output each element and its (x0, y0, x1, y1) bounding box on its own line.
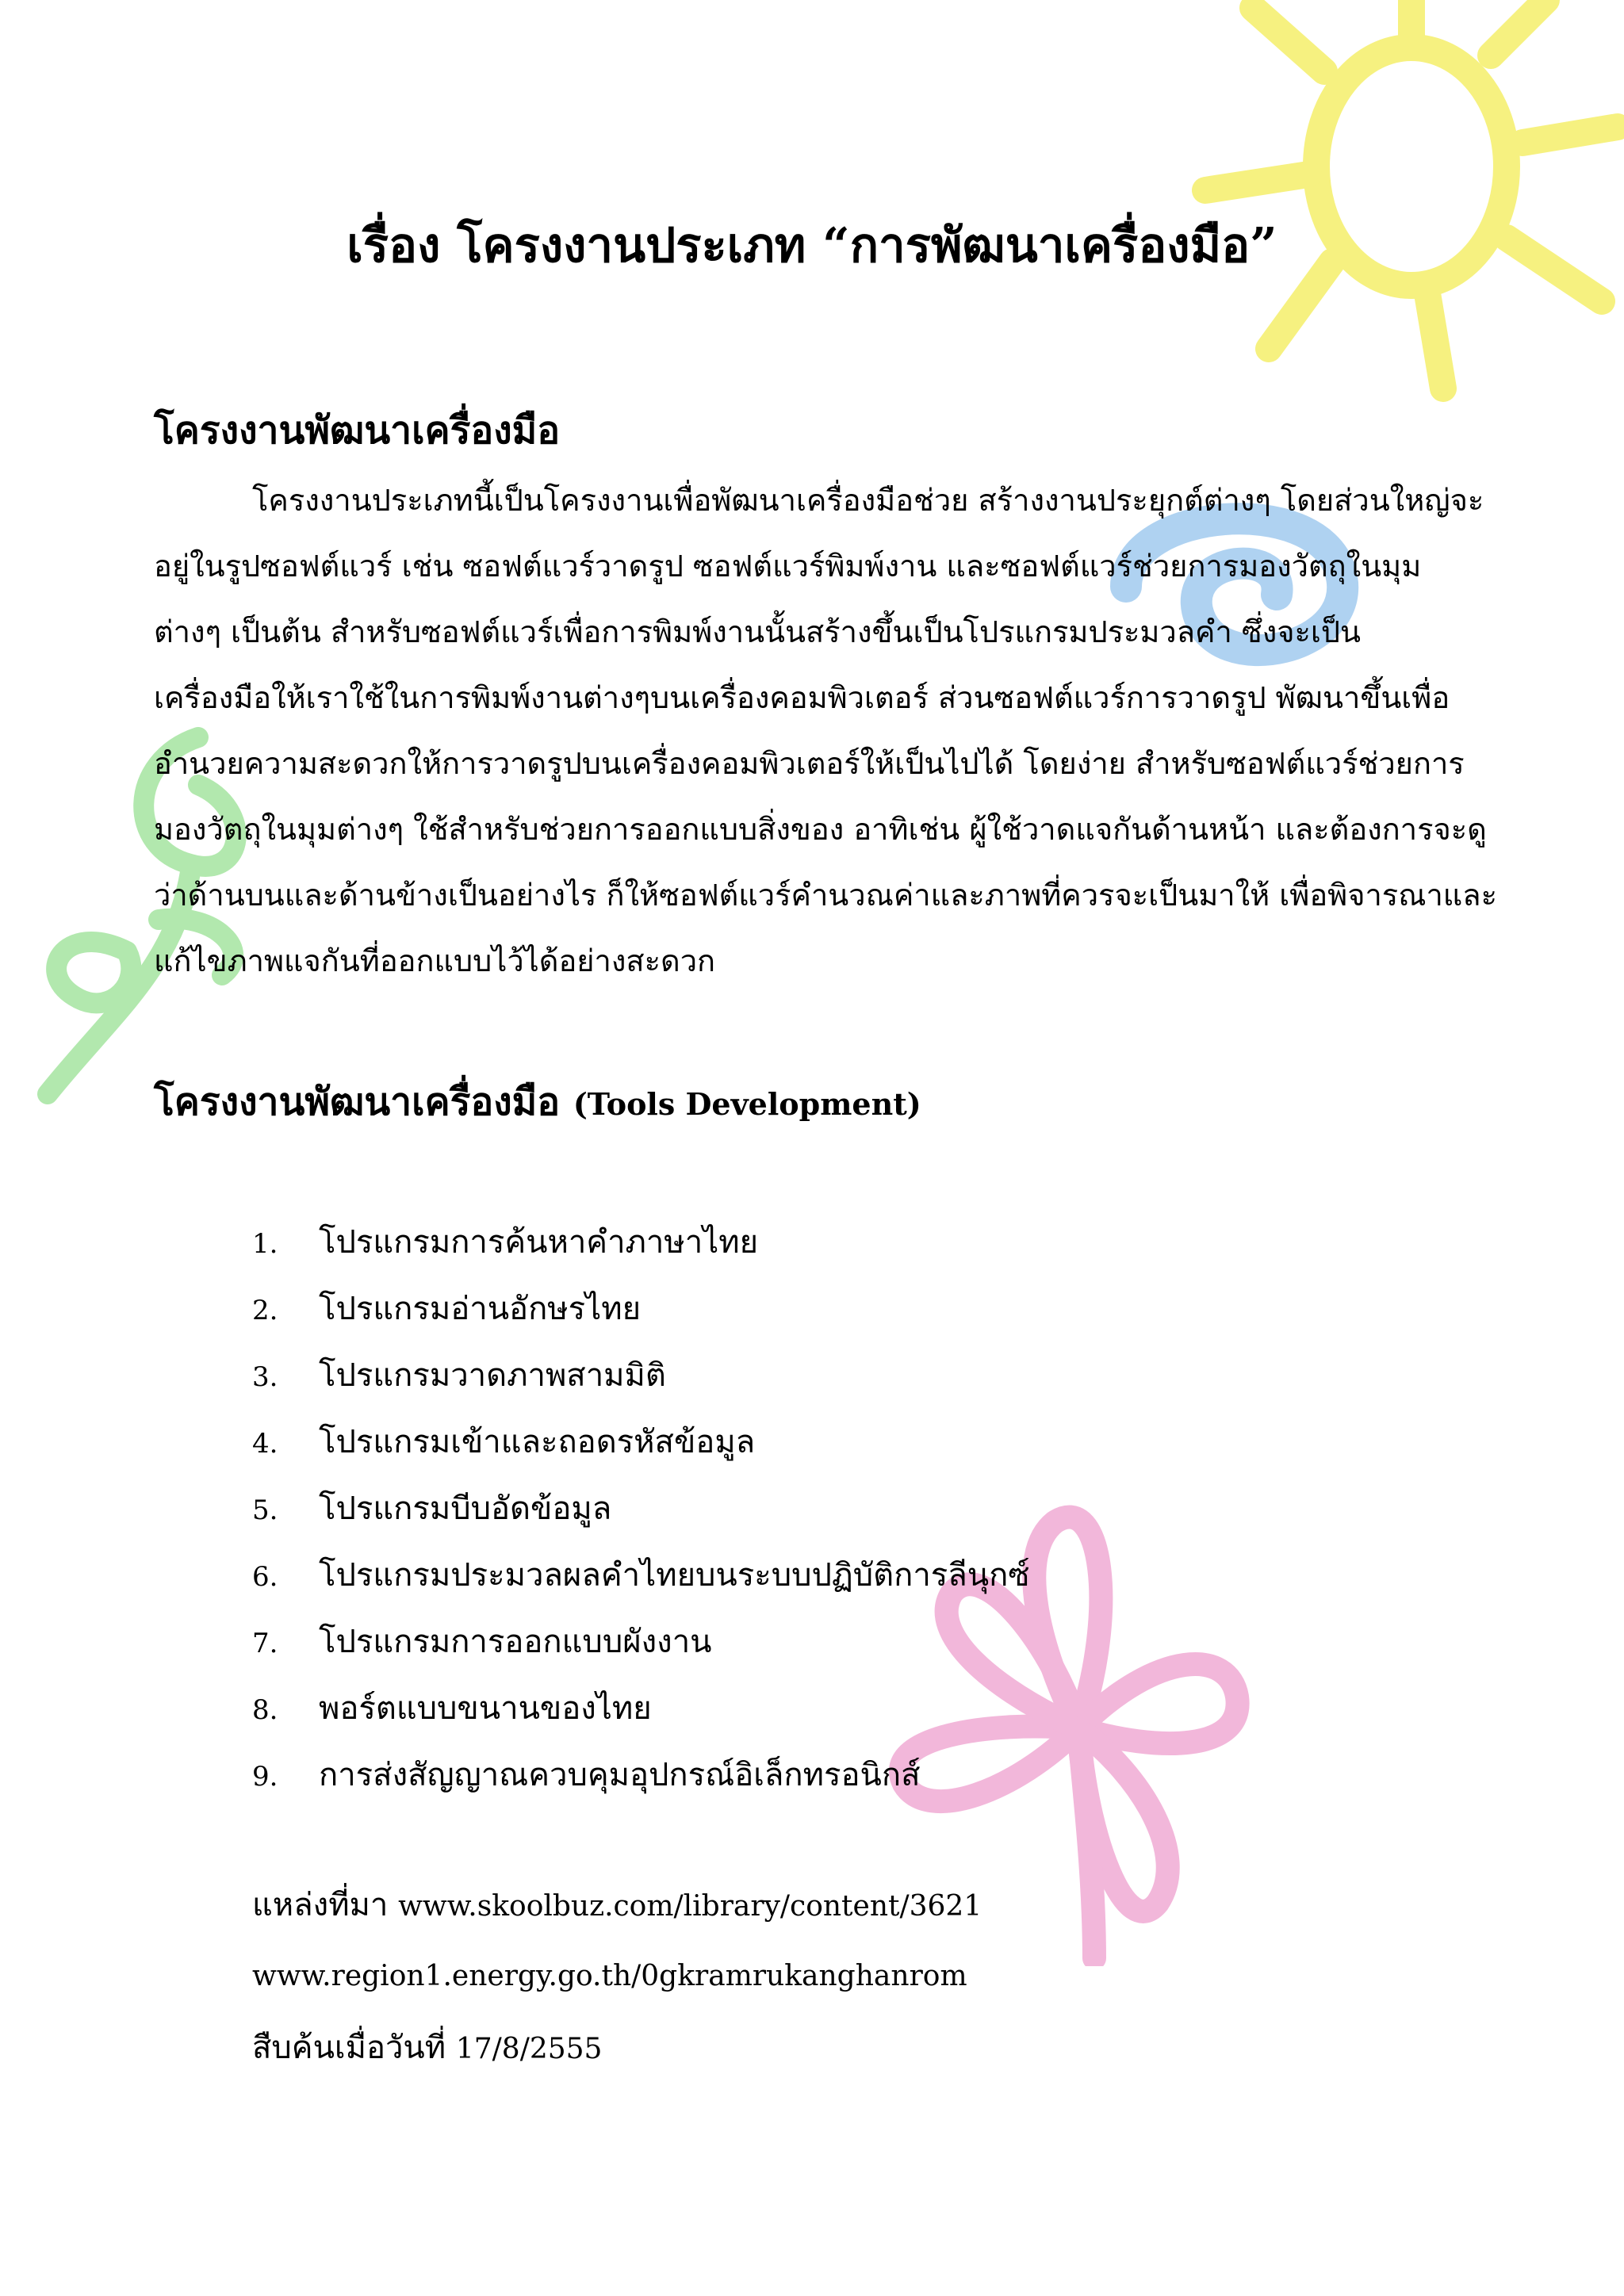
source-url-2: www.region1.energy.go.th/0gkramrukanghanrom (252, 1960, 967, 1992)
source-line-2 (252, 1957, 967, 1993)
body-line-3: ต่างๆ เป็นต้น สำหรับซอฟต์แวร์เพื่อการพิมพ์งานนั้นสร้างขึ้นเป็นโปรแกรมประมวลคำ ซึ่งจะเป็น (154, 614, 1362, 649)
tool-list-item (252, 1749, 921, 1800)
tool-list-number: 4. (252, 1428, 278, 1460)
body-line-5: อำนวยความสะดวกให้การวาดรูปบนเครื่องคอมพิวเตอร์ให้เป็นไปได้ โดยง่าย สำหรับซอฟต์แวร์ช่วยการ (154, 746, 1465, 781)
source-date-label: สืบค้นเมื่อวันที่ (252, 2030, 446, 2066)
tool-list-item (252, 1483, 611, 1533)
tool-list-text: โปรแกรมประมวลผลคำไทยบนระบบปฏิบัติการลีนุกซ์ (319, 1557, 1030, 1594)
tool-list-item (252, 1416, 755, 1467)
tool-list-item (252, 1283, 641, 1334)
body-line-2: อยู่ในรูปซอฟต์แวร์ เช่น ซอฟต์แวร์วาดรูป ซอฟต์แวร์พิมพ์งาน และซอฟต์แวร์ช่วยการมองวัตถุในมุม (154, 549, 1422, 584)
source-url-1: www.skoolbuz.com/library/content/3621 (398, 1890, 982, 1923)
tool-list-number: 2. (252, 1295, 278, 1326)
section-heading-tools: โครงงานพัฒนาเครื่องมือ (154, 408, 561, 453)
sun-decoration (1174, 0, 1624, 412)
tool-list-text: โปรแกรมการออกแบบผังงาน (319, 1624, 712, 1660)
heading-thai: โครงงานพัฒนาเครื่องมือ (154, 1080, 561, 1124)
heading-english: (Tools Development) (573, 1086, 921, 1122)
tool-list-number: 5. (252, 1494, 278, 1526)
source-date-line (252, 2022, 602, 2072)
body-line-7: ว่าด้านบนและด้านข้างเป็นอย่างไร ก็ให้ซอฟต์แวร์คำนวณค่าและภาพที่ควรจะเป็นมาให้ เพื่อพิจารณาและ (154, 878, 1497, 913)
source-date: 17/8/2555 (455, 2033, 603, 2065)
tool-list-number: 1. (252, 1228, 278, 1260)
tool-list-text: โปรแกรมเข้าและถอดรหัสข้อมูล (319, 1424, 756, 1460)
source-label: แหล่งที่มา (252, 1887, 389, 1923)
page-title: เรื่อง โครงงานประเภท “การพัฒนาเครื่องมือ” (347, 218, 1277, 274)
body-line-4: เครื่องมือให้เราใช้ในการพิมพ์งานต่างๆบนเครื่องคอมพิวเตอร์ ส่วนซอฟต์แวร์การวาดรูป พัฒนาขึ้นเพื่อ (154, 680, 1450, 715)
tool-list-text: โปรแกรมวาดภาพสามมิติ (319, 1357, 666, 1394)
tool-list-item (252, 1616, 712, 1667)
section-heading-tools-development (154, 1072, 921, 1132)
tool-list-text: การส่งสัญญาณควบคุมอุปกรณ์อิเล็กทรอนิกส์ (319, 1757, 921, 1793)
tool-list-text: โปรแกรมการค้นหาคำภาษาไทย (319, 1224, 759, 1261)
source-line-1 (252, 1879, 982, 1930)
tool-list-number: 9. (252, 1761, 278, 1793)
tool-list-item (252, 1349, 666, 1400)
tool-list-number: 3. (252, 1361, 278, 1393)
tool-list-number: 6. (252, 1561, 278, 1593)
body-line-1: โครงงานประเภทนี้เป็นโครงงานเพื่อพัฒนาเครื่องมือช่วย สร้างงานประยุกต์ต่างๆ โดยส่วนใหญ่จะ (252, 483, 1484, 518)
tool-list-text: โปรแกรมอ่านอักษรไทย (319, 1291, 642, 1327)
tool-list-number: 7. (252, 1628, 278, 1659)
body-line-6: มองวัตถุในมุมต่างๆ ใช้สำหรับช่วยการออกแบบสิ่งของ อาทิเช่น ผู้ใช้วาดแจกันด้านหน้า และต้องการจะดู (154, 812, 1487, 847)
tool-list-item (252, 1549, 1029, 1600)
tool-list-item (252, 1216, 758, 1267)
tool-list-item (252, 1682, 652, 1733)
tool-list-text: พอร์ตแบบขนานของไทย (319, 1690, 652, 1727)
tool-list-text: โปรแกรมบีบอัดข้อมูล (319, 1490, 612, 1527)
body-line-8: แก้ไขภาพแจกันที่ออกแบบไว้ได้อย่างสะดวก (154, 943, 716, 978)
tool-list-number: 8. (252, 1694, 278, 1726)
